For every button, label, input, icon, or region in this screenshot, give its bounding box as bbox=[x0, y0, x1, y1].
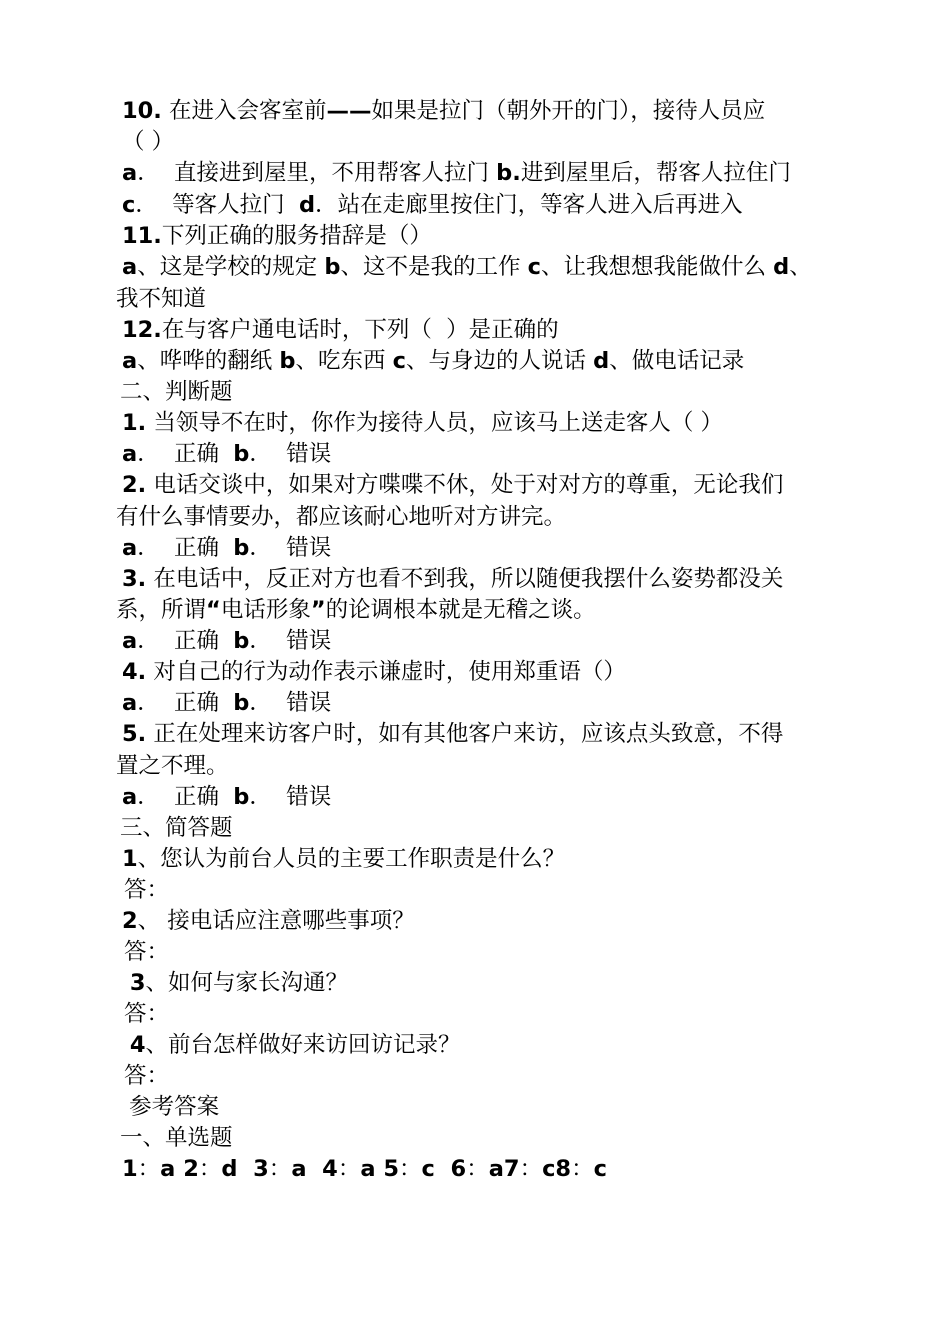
text-segment: a bbox=[122, 348, 138, 374]
text-segment: 我不知道 bbox=[116, 286, 207, 312]
text-line bbox=[122, 1092, 219, 1123]
text-segment: b bbox=[233, 628, 250, 654]
text-segment: 、 接电话应注意哪些事项？ bbox=[137, 908, 415, 934]
text-segment: ： bbox=[198, 1156, 222, 1182]
text-segment: 电话交谈中，如果对方喋喋不休，处于对对方的尊重，无论我们 bbox=[146, 472, 784, 498]
text-segment: 有什么事情要办，都应该耐心地听对方讲完。 bbox=[116, 504, 567, 530]
text-segment: 三、简答题 bbox=[120, 815, 233, 841]
text-line bbox=[116, 502, 566, 533]
text-segment: 3. bbox=[122, 566, 147, 592]
text-line bbox=[124, 999, 169, 1030]
text-segment: a bbox=[122, 690, 138, 716]
text-segment: —— bbox=[326, 98, 372, 124]
text-line bbox=[122, 252, 812, 283]
text-line bbox=[122, 470, 783, 501]
text-segment: a bbox=[122, 441, 138, 467]
text-segment: 进到屋里后，帮客人拉住门 bbox=[520, 160, 791, 186]
text-segment: 、您认为前台人员的主要工作职责是什么？ bbox=[137, 846, 566, 872]
text-segment: 当领导不在时，你作为接待人员，应该马上送走客人（ ） bbox=[146, 410, 724, 436]
text-segment: ． 正确 bbox=[137, 690, 234, 716]
text-segment: b bbox=[233, 535, 250, 561]
text-segment: 答： bbox=[124, 1001, 170, 1027]
text-segment: c bbox=[392, 348, 406, 374]
text-segment: ： bbox=[337, 1156, 361, 1182]
text-segment: ． 错误 bbox=[249, 690, 332, 716]
text-segment: a bbox=[122, 160, 138, 186]
text-segment: b bbox=[233, 441, 250, 467]
text-line bbox=[116, 751, 229, 782]
text-segment: ． 错误 bbox=[249, 441, 332, 467]
text-segment: ： bbox=[399, 1156, 422, 1182]
text-segment: b bbox=[233, 784, 250, 810]
text-line bbox=[122, 626, 331, 657]
text-line bbox=[122, 1030, 461, 1061]
text-segment: ． 错误 bbox=[249, 628, 332, 654]
text-segment: a bbox=[122, 535, 138, 561]
text-segment: 、这是学校的规定 bbox=[137, 254, 325, 280]
text-segment: d bbox=[593, 348, 610, 374]
text-segment: 电话形象 bbox=[220, 597, 311, 623]
text-line bbox=[122, 315, 559, 346]
text-segment: ． 错误 bbox=[249, 535, 332, 561]
text-line bbox=[116, 284, 206, 315]
text-segment: b. bbox=[496, 160, 521, 186]
text-segment: c bbox=[527, 254, 541, 280]
text-segment: 在与客户通电话时，下列（ ）是正确的 bbox=[161, 317, 559, 343]
text-segment: b bbox=[279, 348, 296, 374]
text-segment: a bbox=[122, 254, 138, 280]
text-segment: 在电话中，反正对方也看不到我，所以随便我摆什么姿势都没关 bbox=[146, 566, 784, 592]
text-segment: 对自己的行为动作表示谦虚时，使用郑重语（） bbox=[146, 659, 626, 685]
text-segment: 系，所谓 bbox=[116, 597, 207, 623]
text-segment: ： bbox=[268, 1156, 292, 1182]
text-segment: 3 bbox=[122, 970, 146, 996]
text-segment: a 4 bbox=[291, 1156, 338, 1182]
text-segment: d 3 bbox=[221, 1156, 269, 1182]
text-line bbox=[122, 782, 331, 813]
text-line bbox=[122, 158, 791, 189]
text-segment: 正在处理来访客户时，如有其他客户来访，应该点头致意，不得 bbox=[146, 721, 784, 747]
text-segment: d bbox=[773, 254, 790, 280]
text-line bbox=[122, 190, 743, 221]
text-line bbox=[122, 439, 331, 470]
text-line bbox=[122, 96, 765, 127]
text-segment: 答： bbox=[124, 939, 170, 965]
text-segment: a 5 bbox=[360, 1156, 400, 1182]
text-line bbox=[122, 346, 744, 377]
text-segment: a bbox=[122, 628, 138, 654]
text-segment: ： bbox=[137, 1156, 161, 1182]
text-segment: 、前台怎样做好来访回访记录？ bbox=[145, 1032, 461, 1058]
text-line bbox=[122, 968, 348, 999]
text-line bbox=[124, 1061, 169, 1092]
text-segment: ．站在走廊里按住门，等客人进入后再进入 bbox=[315, 192, 743, 218]
text-line bbox=[122, 844, 565, 875]
text-segment: ． 等客人拉门 bbox=[135, 192, 299, 218]
text-segment: 、这不是我的工作 bbox=[340, 254, 528, 280]
text-line bbox=[120, 1123, 233, 1154]
text-line bbox=[122, 127, 174, 158]
text-segment: 4 bbox=[122, 1032, 146, 1058]
text-segment: a7 bbox=[488, 1156, 520, 1182]
text-segment: c bbox=[122, 192, 136, 218]
text-segment: 10. bbox=[122, 98, 162, 124]
text-segment: b bbox=[233, 690, 250, 716]
text-segment: c8 bbox=[542, 1156, 572, 1182]
text-segment: c bbox=[593, 1156, 607, 1182]
text-line bbox=[124, 937, 169, 968]
text-line bbox=[122, 408, 723, 439]
text-segment: ． 错误 bbox=[249, 784, 332, 810]
text-line bbox=[122, 221, 432, 252]
text-segment: ． 正确 bbox=[137, 535, 234, 561]
text-segment: b bbox=[324, 254, 341, 280]
text-segment: 1. bbox=[122, 410, 147, 436]
text-segment: ” bbox=[310, 597, 326, 623]
text-segment: ． 直接进到屋里，不用帮客人拉门 bbox=[137, 160, 497, 186]
text-segment: 答： bbox=[124, 1063, 170, 1089]
text-segment: 12. bbox=[122, 317, 162, 343]
text-line bbox=[120, 377, 233, 408]
text-segment: 4. bbox=[122, 659, 147, 685]
text-segment: 一、单选题 bbox=[120, 1125, 233, 1151]
text-line bbox=[124, 875, 169, 906]
text-line bbox=[122, 657, 626, 688]
text-segment: （ ） bbox=[122, 129, 175, 155]
text-segment: 、与身边的人说话 bbox=[405, 348, 594, 374]
text-segment: 、做电话记录 bbox=[609, 348, 745, 374]
text-segment: a 2 bbox=[160, 1156, 199, 1182]
text-line bbox=[122, 688, 331, 719]
text-segment: ． 正确 bbox=[137, 628, 234, 654]
text-segment: ． 正确 bbox=[137, 441, 234, 467]
text-segment: a bbox=[122, 784, 138, 810]
text-segment: 1 bbox=[122, 1156, 138, 1182]
text-line bbox=[122, 1154, 607, 1185]
text-segment: ： bbox=[466, 1156, 489, 1182]
text-segment: 置之不理。 bbox=[116, 753, 229, 779]
text-segment: 、 bbox=[789, 254, 812, 280]
text-segment: 如果是拉门（朝外开的门），接待人员应 bbox=[371, 98, 766, 124]
text-segment: ： bbox=[571, 1156, 594, 1182]
text-segment: 、如何与家长沟通？ bbox=[145, 970, 349, 996]
text-segment: 在进入会客室前 bbox=[161, 98, 327, 124]
text-segment: “ bbox=[206, 597, 221, 623]
text-segment: 二、判断题 bbox=[120, 379, 233, 405]
text-segment: ． 正确 bbox=[137, 784, 234, 810]
text-segment: 11. bbox=[122, 223, 162, 249]
text-segment: 、让我想想我能做什么 bbox=[540, 254, 774, 280]
text-segment: 答： bbox=[124, 877, 170, 903]
text-segment: ： bbox=[519, 1156, 543, 1182]
text-line bbox=[122, 906, 415, 937]
text-line bbox=[120, 813, 233, 844]
text-line bbox=[122, 564, 783, 595]
text-segment: 参考答案 bbox=[122, 1094, 220, 1120]
text-segment: 、吃东西 bbox=[295, 348, 393, 374]
text-line bbox=[122, 533, 331, 564]
text-segment: d bbox=[298, 192, 316, 218]
text-line bbox=[122, 719, 783, 750]
text-segment: 下列正确的服务措辞是（） bbox=[161, 223, 432, 249]
text-line bbox=[116, 595, 596, 626]
text-segment: 1 bbox=[122, 846, 138, 872]
text-segment: 5. bbox=[122, 721, 147, 747]
text-segment: c 6 bbox=[421, 1156, 467, 1182]
text-segment: 2. bbox=[122, 472, 147, 498]
text-segment: 2 bbox=[122, 908, 138, 934]
text-segment: 的论调根本就是无稽之谈。 bbox=[325, 597, 596, 623]
text-segment: 、哗哗的翻纸 bbox=[137, 348, 280, 374]
